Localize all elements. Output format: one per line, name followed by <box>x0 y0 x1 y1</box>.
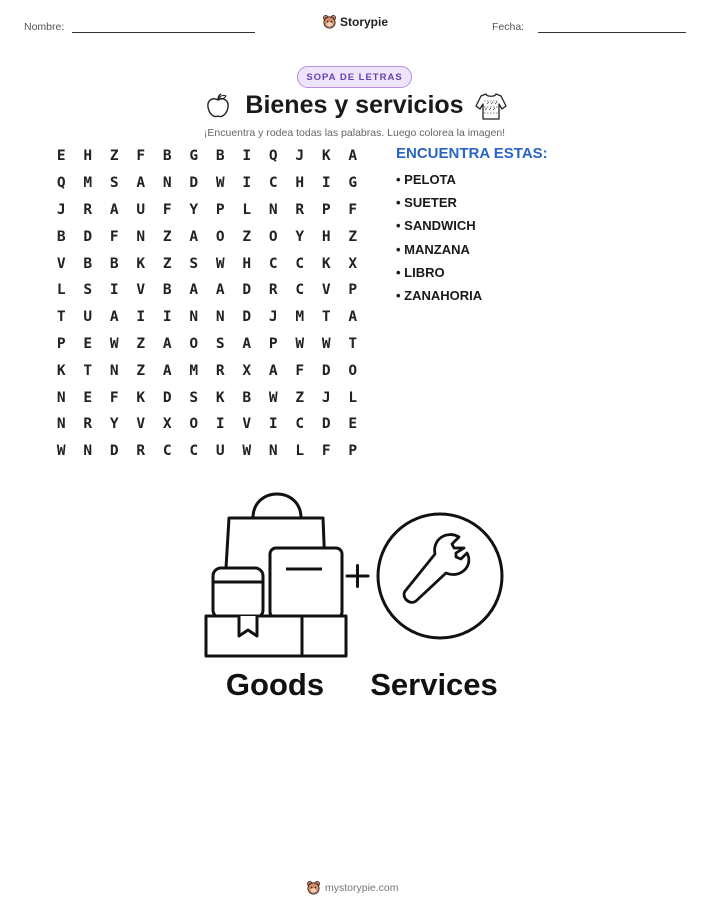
date-label: Fecha: <box>492 21 525 33</box>
grid-row <box>48 197 366 224</box>
grid-row <box>48 170 366 197</box>
grid-cell[interactable]: T <box>56 309 66 326</box>
crate-icon <box>206 616 346 656</box>
grid-cell[interactable]: B <box>162 148 172 165</box>
grid-cell[interactable]: T <box>348 335 358 352</box>
grid-cell[interactable]: E <box>83 389 93 406</box>
grid-cell[interactable]: J <box>321 389 331 406</box>
grid-cell[interactable]: D <box>242 282 252 299</box>
grid-cell[interactable]: D <box>162 389 172 406</box>
grid-cell[interactable]: W <box>242 443 252 460</box>
grid-cell[interactable]: C <box>162 443 172 460</box>
grid-cell[interactable]: V <box>321 282 331 299</box>
grid-row <box>48 304 366 331</box>
grid-cell[interactable]: Z <box>242 228 252 245</box>
grid-cell[interactable]: Z <box>136 362 146 379</box>
goods-services-illustration <box>195 486 515 706</box>
grid-cell[interactable]: O <box>215 228 225 245</box>
services-caption: Services <box>370 667 498 702</box>
grid-cell[interactable]: N <box>162 175 172 192</box>
grid-cell[interactable]: Q <box>56 175 66 192</box>
word-list-item: • PELOTA <box>396 172 456 187</box>
grid-cell[interactable]: G <box>189 148 199 165</box>
grid-cell[interactable]: C <box>268 255 278 272</box>
grid-cell[interactable]: C <box>295 255 305 272</box>
grid-cell[interactable]: R <box>136 443 146 460</box>
grid-cell[interactable]: W <box>321 335 331 352</box>
grid-cell[interactable]: A <box>348 148 358 165</box>
footer <box>306 880 399 895</box>
page-title: Bienes y servicios <box>245 91 464 119</box>
grid-cell[interactable]: S <box>83 282 93 299</box>
grid-cell[interactable]: A <box>189 282 199 299</box>
grid-cell[interactable]: D <box>189 175 199 192</box>
grid-cell[interactable]: S <box>109 175 119 192</box>
grid-cell[interactable]: P <box>268 335 278 352</box>
footer-url[interactable]: mystorypie.com <box>325 881 399 894</box>
grid-row <box>48 411 366 438</box>
grid-cell[interactable]: D <box>321 362 331 379</box>
grid-row <box>48 223 366 250</box>
grid-cell[interactable]: F <box>162 201 172 218</box>
grid-cell[interactable]: W <box>295 335 305 352</box>
grid-cell[interactable]: D <box>321 416 331 433</box>
grid-row <box>48 438 366 465</box>
sweater-icon <box>475 91 507 121</box>
grid-cell[interactable]: B <box>162 282 172 299</box>
grid-cell[interactable]: K <box>215 389 225 406</box>
grid-cell[interactable]: N <box>136 228 146 245</box>
grid-cell[interactable]: O <box>268 228 278 245</box>
grid-cell[interactable]: R <box>215 362 225 379</box>
grid-row <box>48 277 366 304</box>
grid-cell[interactable]: W <box>215 175 225 192</box>
grid-cell[interactable]: A <box>268 362 278 379</box>
grid-cell[interactable]: S <box>215 335 225 352</box>
grid-cell[interactable]: S <box>189 389 199 406</box>
grid-cell[interactable]: I <box>215 416 225 433</box>
grid-cell[interactable]: Y <box>295 228 305 245</box>
grid-cell[interactable]: A <box>215 282 225 299</box>
grid-cell[interactable]: F <box>109 228 119 245</box>
word-list-item: • SANDWICH <box>396 218 476 234</box>
grid-cell[interactable]: A <box>109 309 119 326</box>
name-line[interactable] <box>72 32 255 33</box>
grid-cell[interactable]: N <box>109 362 119 379</box>
grid-cell[interactable]: N <box>268 201 278 218</box>
grid-cell[interactable]: F <box>295 362 305 379</box>
grid-row <box>48 250 366 277</box>
grid-cell[interactable]: A <box>136 175 146 192</box>
grid-cell[interactable]: L <box>242 201 252 218</box>
grid-cell[interactable]: I <box>109 282 119 299</box>
grid-cell[interactable]: K <box>321 148 331 165</box>
bear-logo-icon <box>322 14 337 29</box>
grid-cell[interactable]: Z <box>136 335 146 352</box>
grid-cell[interactable]: R <box>295 201 305 218</box>
grid-cell[interactable]: A <box>109 201 119 218</box>
grid-cell[interactable]: P <box>321 201 331 218</box>
grid-cell[interactable]: Z <box>109 148 119 165</box>
grid-cell[interactable]: X <box>348 255 358 272</box>
box-icon <box>270 548 342 618</box>
grid-cell[interactable]: L <box>295 443 305 460</box>
word-list-item: • MANZANA <box>396 241 470 257</box>
grid-cell[interactable]: U <box>215 443 225 460</box>
grid-cell[interactable]: F <box>109 389 119 406</box>
grid-cell[interactable]: N <box>83 443 93 460</box>
grid-cell[interactable]: Z <box>295 389 305 406</box>
grid-cell[interactable]: V <box>136 282 146 299</box>
grid-cell[interactable]: H <box>321 228 331 245</box>
grid-cell[interactable]: H <box>242 255 252 272</box>
grid-cell[interactable]: B <box>215 148 225 165</box>
grid-cell[interactable]: B <box>242 389 252 406</box>
bear-logo-icon <box>306 880 321 895</box>
grid-cell[interactable]: I <box>136 309 146 326</box>
grid-cell[interactable]: R <box>268 282 278 299</box>
grid-cell[interactable]: L <box>56 282 66 299</box>
grid-cell[interactable]: K <box>136 389 146 406</box>
grid-cell[interactable]: I <box>268 416 278 433</box>
grid-cell[interactable]: C <box>268 175 278 192</box>
grid-cell[interactable]: N <box>189 309 199 326</box>
grid-cell[interactable]: I <box>162 309 172 326</box>
grid-cell[interactable]: Q <box>268 148 278 165</box>
grid-cell[interactable]: J <box>56 201 66 218</box>
grid-cell[interactable]: G <box>348 175 358 192</box>
grid-cell[interactable]: Y <box>189 201 199 218</box>
grid-cell[interactable]: P <box>215 201 225 218</box>
grid-cell[interactable]: T <box>83 362 93 379</box>
grid-cell[interactable]: A <box>162 335 172 352</box>
grid-cell[interactable]: B <box>109 255 119 272</box>
brand-name: Storypie <box>340 14 389 29</box>
grid-cell[interactable]: W <box>56 443 66 460</box>
grid-cell[interactable]: M <box>83 175 93 192</box>
grid-cell[interactable]: I <box>242 148 252 165</box>
grid-cell[interactable]: U <box>83 309 93 326</box>
grid-cell[interactable]: P <box>348 282 358 299</box>
grid-cell[interactable]: D <box>83 228 93 245</box>
grid-cell[interactable]: H <box>83 148 93 165</box>
grid-cell[interactable]: I <box>321 175 331 192</box>
grid-cell[interactable]: L <box>348 389 358 406</box>
grid-cell[interactable]: J <box>268 309 278 326</box>
grid-cell[interactable]: O <box>189 416 199 433</box>
grid-cell[interactable]: K <box>321 255 331 272</box>
grid-cell[interactable]: T <box>321 309 331 326</box>
grid-cell[interactable]: A <box>242 335 252 352</box>
grid-cell[interactable]: W <box>215 255 225 272</box>
word-list-title: ENCUENTRA ESTAS: <box>396 145 548 162</box>
grid-cell[interactable]: F <box>136 148 146 165</box>
grid-row <box>48 331 366 358</box>
jar-icon <box>213 568 263 618</box>
grid-cell[interactable]: D <box>109 443 119 460</box>
grid-cell[interactable]: Y <box>109 416 119 433</box>
word-list-item: • LIBRO <box>396 264 445 280</box>
grid-cell[interactable]: S <box>189 255 199 272</box>
grid-cell[interactable]: Z <box>162 255 172 272</box>
grid-cell[interactable]: A <box>348 309 358 326</box>
date-line[interactable] <box>538 32 686 33</box>
grid-cell[interactable]: N <box>56 416 66 433</box>
grid-cell[interactable]: N <box>268 443 278 460</box>
grid-cell[interactable]: V <box>242 416 252 433</box>
brand-logo <box>322 14 388 29</box>
grid-cell[interactable]: X <box>162 416 172 433</box>
grid-cell[interactable]: C <box>189 443 199 460</box>
activity-badge: SOPA DE LETRAS <box>297 66 412 88</box>
grid-cell[interactable]: E <box>348 416 358 433</box>
grid-cell[interactable]: K <box>56 362 66 379</box>
goods-caption: Goods <box>225 667 325 702</box>
grid-cell[interactable]: M <box>189 362 199 379</box>
word-list-item: • ZANAHORIA <box>396 287 483 303</box>
grid-cell[interactable]: E <box>83 335 93 352</box>
grid-cell[interactable]: E <box>56 148 66 165</box>
grid-cell[interactable]: B <box>56 228 66 245</box>
grid-cell[interactable]: B <box>83 255 93 272</box>
grid-cell[interactable]: N <box>215 309 225 326</box>
name-label: Nombre: <box>24 21 65 33</box>
plus-icon <box>347 566 368 587</box>
grid-cell[interactable]: A <box>189 228 199 245</box>
grid-cell[interactable]: D <box>242 309 252 326</box>
word-list <box>396 170 482 309</box>
grid-cell[interactable]: X <box>242 362 252 379</box>
word-list-item: • SUETER <box>396 195 457 211</box>
grid-cell[interactable]: J <box>295 148 305 165</box>
grid-row <box>48 143 366 170</box>
grid-cell[interactable]: C <box>295 416 305 433</box>
grid-row <box>48 384 366 411</box>
grid-cell[interactable]: O <box>348 362 358 379</box>
grid-cell[interactable]: F <box>321 443 331 460</box>
grid-cell[interactable]: R <box>83 201 93 218</box>
grid-cell[interactable]: F <box>348 201 358 218</box>
grid-cell[interactable]: R <box>83 416 93 433</box>
grid-cell[interactable]: W <box>268 389 278 406</box>
grid-cell[interactable]: Z <box>162 228 172 245</box>
grid-row <box>48 357 366 384</box>
instructions: ¡Encuentra y rodea todas las palabras. Luego colorea la imagen! <box>203 127 506 139</box>
grid-cell[interactable]: V <box>136 416 146 433</box>
grid-cell[interactable]: V <box>56 255 66 272</box>
word-search-grid[interactable] <box>48 143 366 465</box>
grid-cell[interactable]: P <box>56 335 66 352</box>
grid-cell[interactable]: A <box>162 362 172 379</box>
grid-cell[interactable]: H <box>295 175 305 192</box>
grid-cell[interactable]: Z <box>348 228 358 245</box>
grid-cell[interactable]: P <box>348 443 358 460</box>
grid-cell[interactable]: C <box>295 282 305 299</box>
wrench-icon <box>378 514 502 638</box>
grid-cell[interactable]: M <box>295 309 305 326</box>
grid-cell[interactable]: W <box>109 335 119 352</box>
grid-cell[interactable]: O <box>189 335 199 352</box>
grid-cell[interactable]: U <box>136 201 146 218</box>
grid-cell[interactable]: K <box>136 255 146 272</box>
grid-cell[interactable]: I <box>242 175 252 192</box>
grid-cell[interactable]: N <box>56 389 66 406</box>
